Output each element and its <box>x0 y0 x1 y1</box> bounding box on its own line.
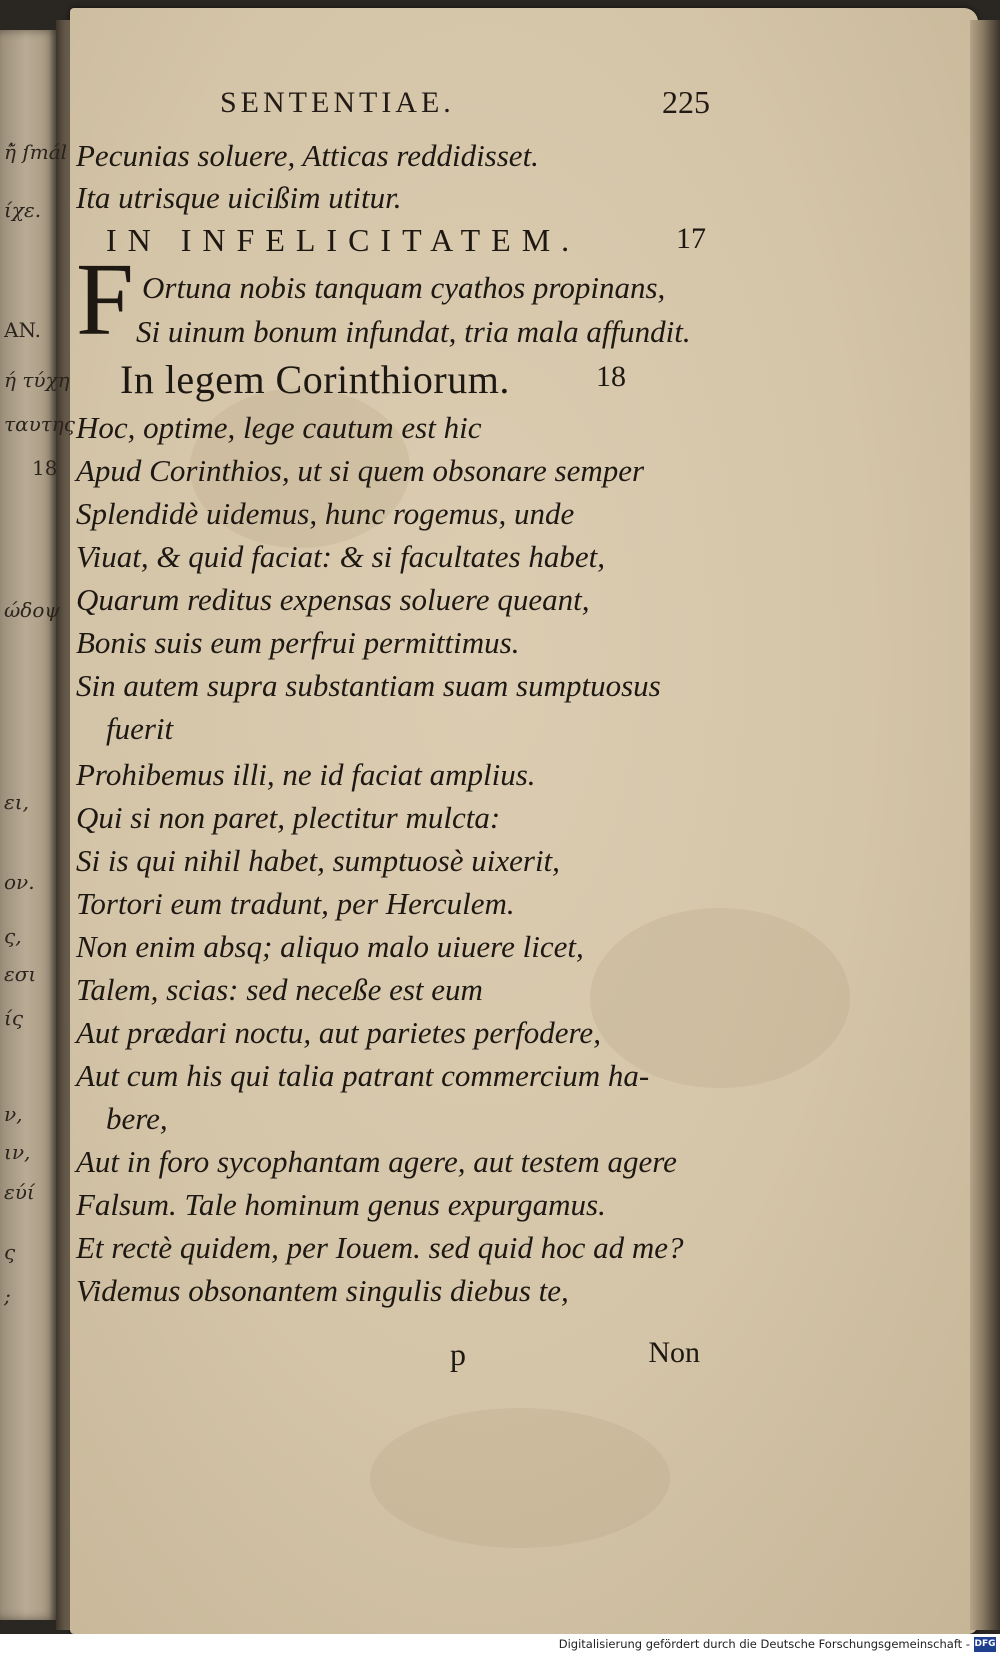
margin-note: ιν, <box>4 1140 31 1164</box>
text-line: Sin autem supra substantiam suam sumptuosus <box>76 668 661 703</box>
text-line: Videmus obsonantem singulis diebus te, <box>76 1273 569 1308</box>
section-title: In legem Corinthiorum. <box>120 357 510 402</box>
margin-note: ς, <box>4 924 22 948</box>
text-line: Si is qui nihil habet, sumptuosè uixerit, <box>76 843 560 878</box>
text-line: Splendidè uidemus, hunc rogemus, unde <box>76 496 575 531</box>
text-line: Apud Corinthios, ut si quem obsonare semper <box>76 453 645 488</box>
text-line: Aut in foro sycophantam agere, aut testem agere <box>76 1144 677 1179</box>
text-line: Quarum reditus expensas soluere queant, <box>76 582 590 617</box>
section-number: 18 <box>596 360 626 393</box>
margin-note: ίς <box>4 1006 24 1030</box>
page-text-block <box>76 0 736 1656</box>
text-line: Falsum. Tale hominum genus expurgamus. <box>76 1187 606 1222</box>
section-title: IN INFELICITATEM. <box>106 222 581 258</box>
text-line: Viuat, & quid faciat: & si facultates habet, <box>76 539 605 574</box>
text-line: Prohibemus illi, ne id faciat amplius. <box>76 757 536 792</box>
margin-note: ει, <box>4 790 29 814</box>
text-line: Talem, scias: sed neceße est eum <box>76 972 483 1007</box>
text-line: bere, <box>106 1101 168 1136</box>
text-line: Et rectè quidem, per Iouem. sed quid hoc ad me? <box>76 1230 684 1265</box>
text-line: Qui si non paret, plectitur mulcta: <box>76 800 501 835</box>
margin-note: ἠ̃ ſmál <box>4 140 68 164</box>
margin-note: εύί <box>4 1180 35 1204</box>
text-line: Aut cum his qui talia patrant commercium ha- <box>76 1058 650 1093</box>
page-number: 225 <box>662 84 710 120</box>
section-number: 17 <box>676 222 706 255</box>
margin-note: 18 <box>32 456 58 480</box>
digitization-credit-bar <box>0 1634 1000 1656</box>
margin-note: ταυτης <box>4 412 75 436</box>
facing-page-margin-text <box>4 0 75 1656</box>
text-line: Hoc, optime, lege cautum est hic <box>76 410 482 445</box>
text-line: Ortuna nobis tanquam cyathos propinans, <box>142 270 666 305</box>
page-fore-edge <box>970 20 1000 1630</box>
margin-note: ν, <box>4 1102 23 1126</box>
text-line: Non enim absq; aliquo malo uiuere licet, <box>76 929 584 964</box>
margin-note: εσι <box>4 962 37 986</box>
page-footer <box>450 1336 700 1380</box>
text-line: Bonis suis eum perfrui permittimus. <box>76 625 520 660</box>
text-line: Pecunias soluere, Atticas reddidisset. <box>76 138 539 173</box>
running-head: SENTENTIAE. <box>220 86 455 119</box>
text-line: Si uinum bonum infundat, tria mala affundit. <box>136 314 691 349</box>
margin-note: ; <box>4 1284 11 1308</box>
drop-cap: F <box>76 242 134 357</box>
margin-note: AN. <box>4 318 42 342</box>
text-line: Aut prædari noctu, aut parietes perfodere, <box>76 1015 601 1050</box>
text-line: Ita utrisque uicißim utitur. <box>76 180 402 215</box>
dfg-logo-icon: DFG <box>974 1637 996 1652</box>
credit-text: Digitalisierung gefördert durch die Deutsche Forschungsgemeinschaft - <box>558 1637 970 1651</box>
margin-note: ον. <box>4 870 35 894</box>
margin-note: ώδοψ <box>4 598 61 622</box>
margin-note: ή τύχη <box>4 368 70 392</box>
text-line: fuerit <box>106 711 174 746</box>
margin-note: ς <box>4 1240 16 1264</box>
signature-mark: p <box>450 1336 466 1372</box>
text-line: Tortori eum tradunt, per Herculem. <box>76 886 515 921</box>
margin-note: ίχε. <box>4 198 42 222</box>
catchword: Non <box>648 1336 700 1369</box>
